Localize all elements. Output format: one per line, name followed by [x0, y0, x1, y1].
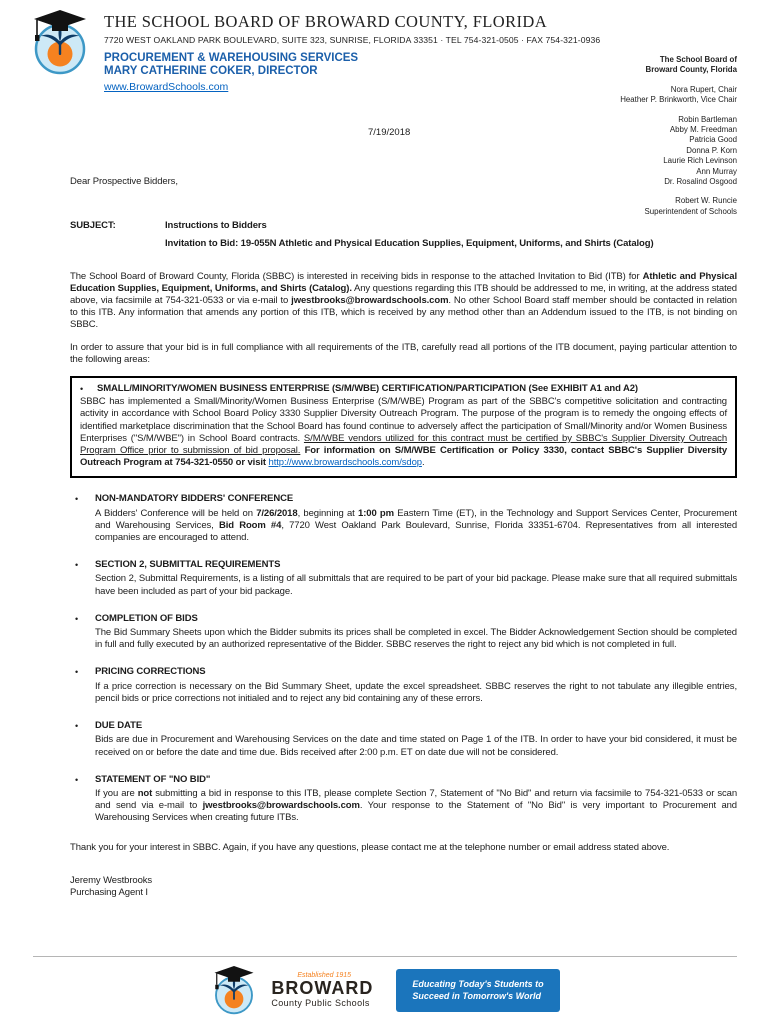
- established-text: Established 1915: [297, 972, 352, 979]
- bullet-marker: •: [75, 721, 79, 732]
- bullet-heading: NON-MANDATORY BIDDERS' CONFERENCE: [95, 493, 294, 505]
- bullet-body: A Bidders' Conference will be held on 7/26/2018, beginning at 1:00 pm Eastern Time (ET), in the Technology and Support Services Center, Procurement and Warehousing Services, Bid Room #4, 7720 West Oakland Park Boulevard, Sunrise, Florida 33351-6704. Representatives from all interested companies are encouraged to attend.: [95, 507, 738, 544]
- bullet-body: Bids are due in Procurement and Warehousing Services on the date and time stated on Page 1 of the ITB. In order to have your bid considered, it must be received on or before the date and time due. Bids received after 2:00 p.m. ET on date due will not be considered.: [95, 734, 737, 758]
- tagline-line-2: Succeed in Tomorrow's World: [412, 991, 541, 1001]
- org-name: THE SCHOOL BOARD OF BROWARD COUNTY, FLORIDA: [104, 12, 548, 31]
- closing-paragraph: Thank you for your interest in SBBC. Again, if you have any questions, please contact me at the telephone number or email address stated above.: [70, 841, 670, 853]
- tagline-line-1: Educating Today's Students to: [412, 978, 544, 989]
- compliance-paragraph: In order to assure that your bid is in full compliance with all requirements of the ITB, carefully read all portions of the ITB document, paying particular attention to the following areas:: [70, 341, 737, 365]
- district-logo-icon: [28, 8, 92, 76]
- footer: [0, 964, 770, 1016]
- footer-brand: [271, 972, 373, 1008]
- tagline-banner: [396, 969, 559, 1012]
- bullet-heading: STATEMENT OF "NO BID": [95, 773, 211, 785]
- signature-title: Purchasing Agent I: [70, 887, 148, 899]
- board-member: Abby M. Freedman: [669, 125, 737, 135]
- letter-date: 7/19/2018: [368, 127, 411, 138]
- signature-block: [70, 875, 737, 900]
- subject-line-1: Instructions to Bidders: [165, 220, 267, 232]
- bullet-item-no-bid: [70, 774, 737, 825]
- letter-body: [70, 176, 737, 900]
- brand-subtitle: County Public Schools: [271, 998, 370, 1008]
- board-member: Dr. Rosalind Osgood: [664, 177, 737, 187]
- bullet-marker: •: [75, 560, 79, 571]
- bullet-marker: •: [75, 613, 79, 624]
- intro-paragraph: The School Board of Broward County, Florida (SBBC) is interested in receiving bids in response to the attached Invitation to Bid (ITB) for Athletic and Physical Education Supplies, Equipment, Uniforms, and Shirts (Catalog). Any questions regarding this ITB should be addressed to me, in writing, at the address stated above, via facsimile at 754-321-0533 or via e-mail to jwestbrooks@browardschools.com. No other School Board staff member should be contacted in relation to this ITB. Any information that amends any portion of this ITB, which is received by any method other than an Addendum issued to the ITB, is not binding on SBBC.: [70, 270, 737, 331]
- bullet-heading: SECTION 2, SUBMITTAL REQUIREMENTS: [95, 559, 281, 571]
- brand-name: BROWARD: [271, 978, 374, 998]
- superintendent-name: Robert W. Runcie: [675, 196, 737, 206]
- superintendent-title: Superintendent of Schools: [644, 206, 737, 216]
- bullet-body: If you are not submitting a bid in response to this ITB, please complete Section 7, Statement of "No Bid" and return via facsimile to 754-321-0533 or scan and send via e-mail to jwestbrooks@browardschools.com. Your response to the Statement of "No Bid" is very important to Procurement and Warehousing Services when creating future ITBs.: [95, 787, 737, 824]
- website-link[interactable]: www.BrowardSchools.com: [104, 81, 229, 93]
- subject-label-spacer: [70, 238, 165, 250]
- board-member: Nora Rupert, Chair: [670, 84, 737, 94]
- board-member: Robin Bartleman: [678, 114, 737, 124]
- footer-logo-icon: [210, 964, 258, 1016]
- bullet-item-completion: [70, 613, 737, 652]
- salutation: Dear Prospective Bidders,: [70, 176, 178, 187]
- bullet-item-pricing: [70, 666, 737, 705]
- smwbe-notice-box: [70, 376, 737, 478]
- bullet-heading: DUE DATE: [95, 720, 143, 732]
- subject-label: SUBJECT:: [70, 220, 116, 232]
- board-member: Ann Murray: [696, 166, 737, 176]
- bullet-marker: •: [75, 667, 79, 678]
- bullet-item-due-date: [70, 720, 737, 759]
- bullet-heading: COMPLETION OF BIDS: [95, 612, 198, 624]
- smwbe-heading: SMALL/MINORITY/WOMEN BUSINESS ENTERPRISE (S/M/WBE) CERTIFICATION/PARTICIPATION (See EXHIBIT A1 and A2): [97, 383, 638, 395]
- board-org-line: Broward County, Florida: [645, 65, 737, 75]
- board-member: Donna P. Korn: [686, 145, 737, 155]
- bullet-marker: •: [80, 384, 84, 395]
- bullet-body: The Bid Summary Sheets upon which the Bidder submits its prices shall be completed in excel. The Bidder Acknowledgement Section should be completed in full and fully executed by an authorized representative of the Bidder. SBBC reserves the right to reject any bid which is not completed in full.: [95, 627, 737, 651]
- board-member: Patricia Good: [689, 135, 737, 145]
- director-name: MARY CATHERINE COKER, DIRECTOR: [104, 65, 318, 77]
- inline-link[interactable]: http://www.browardschools.com/sdop: [268, 457, 422, 469]
- board-org-line: The School Board of: [659, 55, 737, 64]
- footer-divider: [33, 956, 737, 957]
- bullet-marker: •: [75, 774, 79, 785]
- bullet-body: If a price correction is necessary on the Bid Summary Sheet, update the excel spreadsheet. SBBC reserves the right to not tabulate any illegible entries, pencil bids or price corrections not initialed and to reject any bid containing any of these errors.: [95, 680, 737, 704]
- bullet-item-submittal: [70, 559, 737, 598]
- bullet-item-conference: [70, 493, 737, 544]
- smwbe-body: SBBC has implemented a Small/Minority/Women Business Enterprise (S/M/WBE) Program as part of the SBBC's competitive solicitation and contracting activity in accordance with School Board Policy 3330 Supplier Diversity Outreach Program. The purpose of the program is to remedy the ongoing effects of identified marketplace discrimination that the School Board has found continue to adversely affect the participation of Small/Minority and/or Women Business Enterprises ("S/M/WBE") in School Board contracts. S/M/WBE vendors utilized for this contract must be certified by SBBC's Supplier Diversity Outreach Program Office prior to submission of bid proposal. For information on S/M/WBE Certification or Policy 3330, contact SBBC's Supplier Diversity Outreach Program at 754-321-0550 or visit http://www.browardschools.com/sdop.: [80, 396, 728, 469]
- bullet-marker: •: [75, 494, 79, 505]
- board-member: Laurie Rich Levinson: [663, 156, 737, 166]
- subject-line-2: Invitation to Bid: 19-055N Athletic and Physical Education Supplies, Equipment, Uniforms, and Shirts (Catalog): [165, 238, 654, 250]
- letterhead: [104, 12, 624, 95]
- bullet-body: Section 2, Submittal Requirements, is a listing of all submittals that are required to be part of your bid package. Please make sure that all required submittals have been included as part of your bid package.: [95, 573, 737, 597]
- org-address: 7720 WEST OAKLAND PARK BOULEVARD, SUITE 323, SUNRISE, FLORIDA 33351 · TEL 754-321-0505 · FAX 754-321-0936: [104, 35, 601, 45]
- department-name: PROCUREMENT & WAREHOUSING SERVICES: [104, 52, 359, 64]
- signature-name: Jeremy Westbrooks: [70, 874, 153, 886]
- bullet-heading: PRICING CORRECTIONS: [95, 666, 206, 678]
- board-member: Heather P. Brinkworth, Vice Chair: [620, 95, 737, 105]
- subject-block: [70, 220, 737, 250]
